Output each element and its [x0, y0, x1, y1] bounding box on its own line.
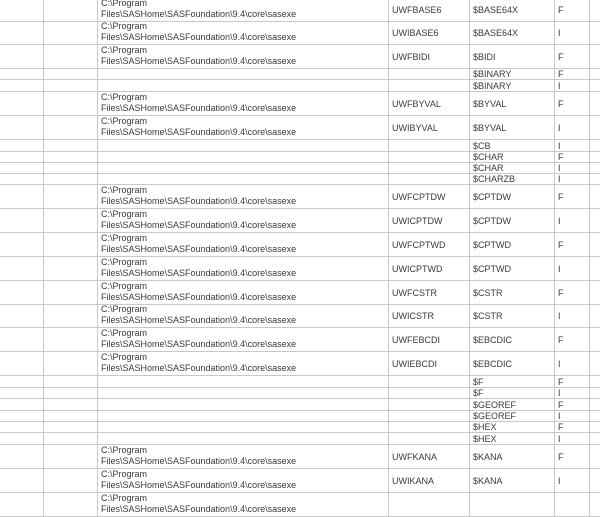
- path-line-2: Files\SASHome\SASFoundation\9.4\core\sasexe: [101, 32, 297, 42]
- cell-col-a[interactable]: [0, 411, 44, 421]
- cell-col-b[interactable]: [44, 163, 98, 173]
- cell-col-g[interactable]: [590, 116, 600, 139]
- cell-format[interactable]: $CSTR: [470, 281, 555, 304]
- cell-format[interactable]: $GEOREF: [470, 411, 555, 421]
- table-row: [0, 174, 600, 185]
- path-line-2: Files\SASHome\SASFoundation\9.4\core\sasexe: [101, 103, 297, 113]
- cell-col-g[interactable]: [590, 399, 600, 410]
- cell-col-a[interactable]: [0, 116, 44, 139]
- cell-format[interactable]: $CHAR: [470, 152, 555, 162]
- cell-col-b[interactable]: [44, 305, 98, 327]
- cell-module[interactable]: UWFCPTDW: [389, 185, 470, 208]
- path-line-1: C:\Program: [101, 281, 148, 291]
- path-line-2: Files\SASHome\SASFoundation\9.4\core\sasexe: [101, 244, 297, 254]
- cell-type[interactable]: F: [555, 185, 590, 208]
- cell-col-g[interactable]: [590, 411, 600, 421]
- cell-col-g[interactable]: [590, 376, 600, 387]
- cell-col-a[interactable]: [0, 399, 44, 410]
- cell-col-a[interactable]: [0, 493, 44, 516]
- cell-format[interactable]: $CPTWD: [470, 233, 555, 256]
- cell-format[interactable]: $CPTDW: [470, 209, 555, 232]
- cell-col-a[interactable]: [0, 92, 44, 115]
- cell-module[interactable]: UWFBIDI: [389, 45, 470, 68]
- cell-col-a[interactable]: [0, 469, 44, 492]
- cell-type[interactable]: F: [555, 328, 590, 351]
- path-line-2: Files\SASHome\SASFoundation\9.4\core\sasexe: [101, 127, 297, 137]
- table-row: [0, 185, 600, 209]
- cell-type[interactable]: I: [555, 469, 590, 492]
- cell-path[interactable]: [98, 281, 389, 304]
- cell-col-g[interactable]: [590, 0, 600, 21]
- cell-path[interactable]: [98, 352, 389, 375]
- cell-path[interactable]: [98, 140, 389, 151]
- path-line-2: Files\SASHome\SASFoundation\9.4\core\sasexe: [101, 268, 297, 278]
- path-line-1: C:\Program: [101, 352, 148, 362]
- cell-module[interactable]: UWFCPTWD: [389, 233, 470, 256]
- table-row: [0, 152, 600, 163]
- cell-module[interactable]: UWIKANA: [389, 469, 470, 492]
- cell-format[interactable]: $BYVAL: [470, 116, 555, 139]
- cell-path[interactable]: [98, 433, 389, 444]
- cell-col-b[interactable]: [44, 433, 98, 444]
- cell-col-g[interactable]: [590, 281, 600, 304]
- cell-format[interactable]: $KANA: [470, 445, 555, 468]
- cell-path[interactable]: [98, 185, 389, 208]
- cell-col-g[interactable]: [590, 445, 600, 468]
- cell-module[interactable]: [389, 69, 470, 79]
- cell-path[interactable]: [98, 116, 389, 139]
- cell-col-g[interactable]: [590, 80, 600, 91]
- cell-col-a[interactable]: [0, 352, 44, 375]
- cell-format[interactable]: $F: [470, 388, 555, 398]
- table-row: [0, 209, 600, 233]
- cell-format[interactable]: $HEX: [470, 422, 555, 432]
- path-line-2: Files\SASHome\SASFoundation\9.4\core\sasexe: [101, 9, 297, 19]
- cell-module[interactable]: [389, 152, 470, 162]
- cell-module[interactable]: UWIEBCDI: [389, 352, 470, 375]
- cell-path[interactable]: [98, 422, 389, 432]
- cell-path[interactable]: [98, 163, 389, 173]
- table-row: [0, 328, 600, 352]
- table-row: [0, 92, 600, 116]
- cell-col-a[interactable]: [0, 185, 44, 208]
- path-line-2: Files\SASHome\SASFoundation\9.4\core\sasexe: [101, 363, 297, 373]
- cell-type[interactable]: I: [555, 352, 590, 375]
- cell-module[interactable]: UWFKANA: [389, 445, 470, 468]
- table-row: [0, 422, 600, 433]
- cell-type[interactable]: F: [555, 0, 590, 21]
- cell-type[interactable]: I: [555, 116, 590, 139]
- cell-type[interactable]: [555, 493, 590, 516]
- cell-col-g[interactable]: [590, 305, 600, 327]
- path-line-1: C:\Program: [101, 305, 148, 314]
- cell-col-g[interactable]: [590, 352, 600, 375]
- cell-module[interactable]: UWFCSTR: [389, 281, 470, 304]
- cell-col-g[interactable]: [590, 92, 600, 115]
- cell-module[interactable]: [389, 493, 470, 516]
- cell-type[interactable]: I: [555, 305, 590, 327]
- cell-path[interactable]: [98, 257, 389, 280]
- cell-col-g[interactable]: [590, 422, 600, 432]
- cell-col-a[interactable]: [0, 445, 44, 468]
- table-row: [0, 433, 600, 445]
- path-line-1: C:\Program: [101, 45, 148, 55]
- cell-path[interactable]: [98, 22, 389, 44]
- path-line-1: C:\Program: [101, 209, 148, 219]
- cell-col-b[interactable]: [44, 152, 98, 162]
- cell-format[interactable]: $BASE64X: [470, 22, 555, 44]
- cell-type[interactable]: I: [555, 80, 590, 91]
- table-row: [0, 257, 600, 281]
- path-line-1: C:\Program: [101, 116, 148, 126]
- cell-col-a[interactable]: [0, 22, 44, 44]
- cell-col-b[interactable]: [44, 445, 98, 468]
- cell-type[interactable]: I: [555, 140, 590, 151]
- cell-path[interactable]: [98, 328, 389, 351]
- cell-col-a[interactable]: [0, 174, 44, 184]
- cell-module[interactable]: [389, 411, 470, 421]
- cell-module[interactable]: UWFBYVAL: [389, 92, 470, 115]
- table-row: [0, 305, 600, 328]
- cell-type[interactable]: F: [555, 376, 590, 387]
- cell-col-g[interactable]: [590, 163, 600, 173]
- cell-col-g[interactable]: [590, 257, 600, 280]
- cell-col-a[interactable]: [0, 233, 44, 256]
- cell-col-g[interactable]: [590, 469, 600, 492]
- path-line-2: Files\SASHome\SASFoundation\9.4\core\sasexe: [101, 56, 297, 66]
- cell-module[interactable]: UWFEBCDI: [389, 328, 470, 351]
- path-line-2: Files\SASHome\SASFoundation\9.4\core\sasexe: [101, 456, 297, 466]
- cell-path[interactable]: [98, 493, 389, 516]
- cell-module[interactable]: [389, 388, 470, 398]
- cell-col-a[interactable]: [0, 305, 44, 327]
- table-row: [0, 281, 600, 305]
- cell-col-g[interactable]: [590, 233, 600, 256]
- table-row: [0, 388, 600, 399]
- cell-col-b[interactable]: [44, 257, 98, 280]
- cell-type[interactable]: F: [555, 92, 590, 115]
- cell-col-a[interactable]: [0, 388, 44, 398]
- cell-path[interactable]: [98, 80, 389, 91]
- cell-type[interactable]: F: [555, 422, 590, 432]
- cell-col-g[interactable]: [590, 22, 600, 44]
- cell-path[interactable]: [98, 45, 389, 68]
- cell-col-g[interactable]: [590, 152, 600, 162]
- cell-module[interactable]: UWICPTDW: [389, 209, 470, 232]
- cell-type[interactable]: I: [555, 257, 590, 280]
- path-line-2: Files\SASHome\SASFoundation\9.4\core\sasexe: [101, 480, 297, 490]
- table-row: [0, 445, 600, 469]
- cell-format[interactable]: $GEOREF: [470, 399, 555, 410]
- cell-col-a[interactable]: [0, 69, 44, 79]
- cell-col-a[interactable]: [0, 45, 44, 68]
- cell-col-b[interactable]: [44, 185, 98, 208]
- cell-col-b[interactable]: [44, 469, 98, 492]
- cell-col-b[interactable]: [44, 22, 98, 44]
- cell-col-a[interactable]: [0, 80, 44, 91]
- table-row: [0, 80, 600, 92]
- cell-format[interactable]: $CB: [470, 140, 555, 151]
- cell-module[interactable]: UWICPTWD: [389, 257, 470, 280]
- path-line-2: Files\SASHome\SASFoundation\9.4\core\sasexe: [101, 339, 297, 349]
- path-line-1: C:\Program: [101, 185, 148, 195]
- path-line-1: C:\Program: [101, 0, 148, 8]
- table-row: [0, 352, 600, 376]
- cell-col-g[interactable]: [590, 209, 600, 232]
- cell-format[interactable]: $CHAR: [470, 163, 555, 173]
- cell-col-b[interactable]: [44, 233, 98, 256]
- cell-col-b[interactable]: [44, 411, 98, 421]
- cell-type[interactable]: I: [555, 433, 590, 444]
- cell-col-b[interactable]: [44, 399, 98, 410]
- table-row: [0, 22, 600, 45]
- cell-col-g[interactable]: [590, 185, 600, 208]
- path-line-1: C:\Program: [101, 233, 148, 243]
- cell-format[interactable]: $BINARY: [470, 69, 555, 79]
- cell-module[interactable]: [389, 163, 470, 173]
- cell-type[interactable]: F: [555, 445, 590, 468]
- cell-col-a[interactable]: [0, 163, 44, 173]
- cell-module[interactable]: [389, 433, 470, 444]
- cell-col-a[interactable]: [0, 140, 44, 151]
- cell-path[interactable]: [98, 92, 389, 115]
- cell-format[interactable]: $EBCDIC: [470, 328, 555, 351]
- cell-col-b[interactable]: [44, 328, 98, 351]
- table-row: [0, 69, 600, 80]
- cell-type[interactable]: I: [555, 388, 590, 398]
- cell-col-g[interactable]: [590, 45, 600, 68]
- cell-module[interactable]: [389, 376, 470, 387]
- cell-col-g[interactable]: [590, 388, 600, 398]
- cell-col-b[interactable]: [44, 92, 98, 115]
- cell-col-b[interactable]: [44, 0, 98, 21]
- cell-col-b[interactable]: [44, 209, 98, 232]
- cell-type[interactable]: F: [555, 69, 590, 79]
- cell-format[interactable]: $EBCDIC: [470, 352, 555, 375]
- cell-col-b[interactable]: [44, 174, 98, 184]
- cell-col-a[interactable]: [0, 0, 44, 21]
- path-line-1: C:\Program: [101, 22, 148, 31]
- cell-module[interactable]: UWFBASE6: [389, 0, 470, 21]
- table-row: [0, 45, 600, 69]
- cell-col-b[interactable]: [44, 352, 98, 375]
- cell-col-a[interactable]: [0, 433, 44, 444]
- cell-path[interactable]: [98, 305, 389, 327]
- cell-col-a[interactable]: [0, 257, 44, 280]
- table-row: [0, 469, 600, 493]
- cell-module[interactable]: [389, 80, 470, 91]
- cell-format[interactable]: $CSTR: [470, 305, 555, 327]
- cell-col-g[interactable]: [590, 328, 600, 351]
- cell-path[interactable]: [98, 174, 389, 184]
- path-line-2: Files\SASHome\SASFoundation\9.4\core\sasexe: [101, 504, 297, 514]
- cell-col-b[interactable]: [44, 376, 98, 387]
- cell-type[interactable]: F: [555, 281, 590, 304]
- path-line-2: Files\SASHome\SASFoundation\9.4\core\sasexe: [101, 315, 297, 325]
- cell-path[interactable]: [98, 399, 389, 410]
- cell-path[interactable]: [98, 0, 389, 21]
- cell-type[interactable]: F: [555, 233, 590, 256]
- cell-format[interactable]: $BYVAL: [470, 92, 555, 115]
- table-row: [0, 399, 600, 411]
- path-line-2: Files\SASHome\SASFoundation\9.4\core\sasexe: [101, 292, 297, 302]
- cell-col-a[interactable]: [0, 281, 44, 304]
- cell-col-b[interactable]: [44, 493, 98, 516]
- cell-type[interactable]: I: [555, 209, 590, 232]
- cell-type[interactable]: F: [555, 45, 590, 68]
- table-row: [0, 411, 600, 422]
- cell-path[interactable]: [98, 69, 389, 79]
- cell-type[interactable]: I: [555, 174, 590, 184]
- cell-format[interactable]: $CPTDW: [470, 185, 555, 208]
- cell-format[interactable]: [470, 493, 555, 516]
- cell-path[interactable]: [98, 233, 389, 256]
- cell-type[interactable]: I: [555, 22, 590, 44]
- path-line-1: C:\Program: [101, 493, 148, 503]
- cell-col-g[interactable]: [590, 433, 600, 444]
- table-row: [0, 493, 600, 517]
- cell-format[interactable]: $BINARY: [470, 80, 555, 91]
- table-row: [0, 0, 600, 22]
- path-line-1: C:\Program: [101, 445, 148, 455]
- cell-col-a[interactable]: [0, 328, 44, 351]
- cell-format[interactable]: $KANA: [470, 469, 555, 492]
- path-line-2: Files\SASHome\SASFoundation\9.4\core\sasexe: [101, 220, 297, 230]
- cell-path[interactable]: [98, 388, 389, 398]
- cell-col-b[interactable]: [44, 80, 98, 91]
- cell-module[interactable]: [389, 174, 470, 184]
- cell-module[interactable]: UWIBYVAL: [389, 116, 470, 139]
- path-line-2: Files\SASHome\SASFoundation\9.4\core\sasexe: [101, 196, 297, 206]
- cell-col-g[interactable]: [590, 69, 600, 79]
- cell-module[interactable]: [389, 140, 470, 151]
- cell-col-b[interactable]: [44, 281, 98, 304]
- cell-path[interactable]: [98, 209, 389, 232]
- path-line-1: C:\Program: [101, 469, 148, 479]
- cell-col-a[interactable]: [0, 376, 44, 387]
- cell-module[interactable]: UWICSTR: [389, 305, 470, 327]
- cell-path[interactable]: [98, 152, 389, 162]
- cell-col-a[interactable]: [0, 209, 44, 232]
- cell-module[interactable]: [389, 399, 470, 410]
- cell-format[interactable]: $BASE64X: [470, 0, 555, 21]
- path-line-1: C:\Program: [101, 92, 148, 102]
- cell-col-g[interactable]: [590, 140, 600, 151]
- cell-path[interactable]: [98, 445, 389, 468]
- cell-col-b[interactable]: [44, 69, 98, 79]
- cell-path[interactable]: [98, 411, 389, 421]
- cell-col-g[interactable]: [590, 174, 600, 184]
- cell-module[interactable]: UWIBASE6: [389, 22, 470, 44]
- cell-col-b[interactable]: [44, 116, 98, 139]
- cell-path[interactable]: [98, 469, 389, 492]
- cell-col-b[interactable]: [44, 45, 98, 68]
- cell-format[interactable]: $F: [470, 376, 555, 387]
- cell-col-a[interactable]: [0, 422, 44, 432]
- cell-type[interactable]: F: [555, 399, 590, 410]
- table-row: [0, 116, 600, 140]
- cell-col-b[interactable]: [44, 388, 98, 398]
- cell-type[interactable]: F: [555, 152, 590, 162]
- cell-module[interactable]: [389, 422, 470, 432]
- cell-format[interactable]: $BIDI: [470, 45, 555, 68]
- table-row: [0, 376, 600, 388]
- path-line-1: C:\Program: [101, 328, 148, 338]
- cell-col-b[interactable]: [44, 422, 98, 432]
- table-row: [0, 233, 600, 257]
- cell-format[interactable]: $HEX: [470, 433, 555, 444]
- cell-col-b[interactable]: [44, 140, 98, 151]
- cell-type[interactable]: I: [555, 411, 590, 421]
- table-row: [0, 163, 600, 174]
- cell-format[interactable]: $CPTWD: [470, 257, 555, 280]
- cell-format[interactable]: $CHARZB: [470, 174, 555, 184]
- cell-col-g[interactable]: [590, 493, 600, 516]
- cell-path[interactable]: [98, 376, 389, 387]
- table-row: [0, 140, 600, 152]
- cell-col-a[interactable]: [0, 152, 44, 162]
- cell-type[interactable]: I: [555, 163, 590, 173]
- path-line-1: C:\Program: [101, 257, 148, 267]
